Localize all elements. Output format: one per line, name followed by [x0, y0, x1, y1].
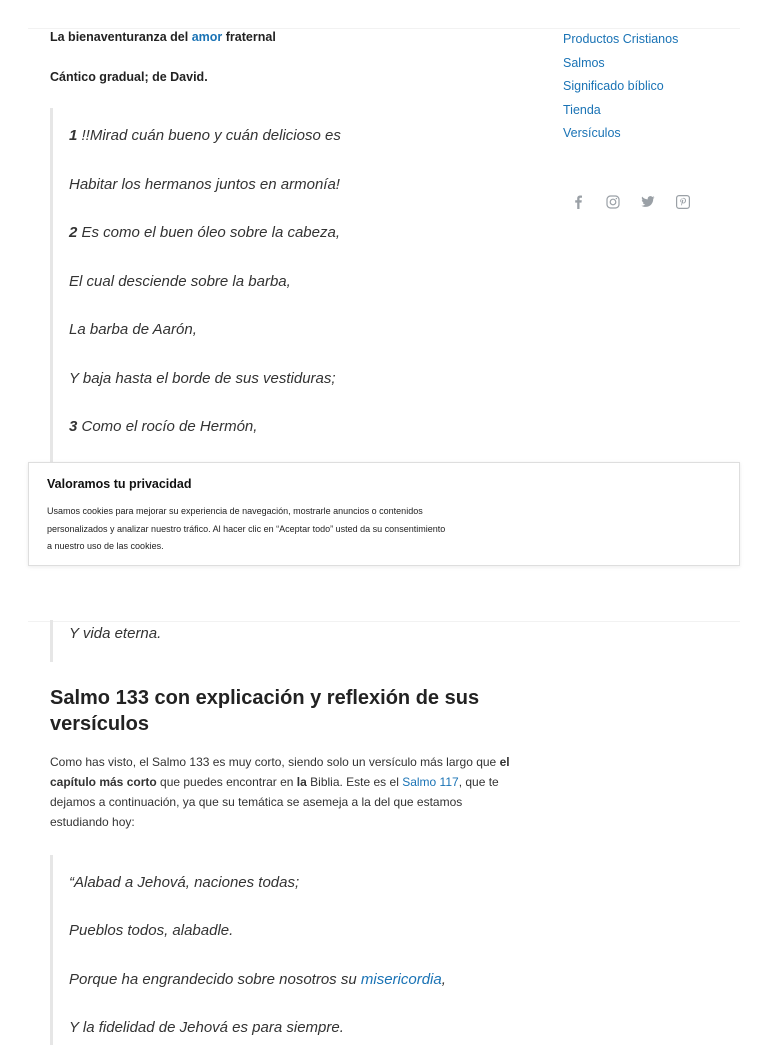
- verse-line: Porque ha engrandecido sobre nosotros su misericordia,: [69, 971, 446, 988]
- verse-line: Y la fidelidad de Jehová es para siempre.: [69, 1019, 344, 1036]
- verse-line: 1 !!Mirad cuán bueno y cuán delicioso es: [69, 127, 341, 144]
- verse-line: 3 Como el rocío de Hermón,: [69, 418, 258, 435]
- instagram-icon[interactable]: [605, 194, 621, 210]
- amor-link[interactable]: amor: [191, 30, 223, 44]
- psalm-heading: La bienaventuranza del amor fraternal: [50, 30, 276, 44]
- sidebar-categories: [563, 28, 678, 146]
- cookie-banner-title: Valoramos tu privacidad: [47, 477, 192, 491]
- misericordia-link[interactable]: misericordia: [360, 971, 442, 988]
- verse-line: 2 Es como el buen óleo sobre la cabeza,: [69, 224, 341, 241]
- verse-line: Y baja hasta el borde de sus vestiduras;: [69, 370, 336, 387]
- pinterest-icon[interactable]: [675, 194, 691, 210]
- salmo-117-link[interactable]: Salmo 117: [402, 775, 459, 789]
- intro-paragraph: Como has visto, el Salmo 133 es muy corto, siendo solo un versículo más largo que el capítulo más corto que puedes encontrar en la Biblia. Este es el Salmo 117, que te dejamos a continuación, ya que su temática se asemeja a la del que estamos estudiando hoy:: [50, 755, 510, 829]
- psalm-verses-quote: [50, 108, 539, 468]
- verse-line: La barba de Aarón,: [69, 321, 197, 338]
- facebook-icon[interactable]: [570, 194, 586, 210]
- verse-line: Y vida eterna.: [69, 625, 162, 642]
- cookie-consent-banner: [28, 462, 740, 566]
- sidebar-link-versiculos[interactable]: Versículos: [563, 126, 621, 140]
- section-title: Salmo 133 con explicación y reflexión de sus versículos: [50, 687, 480, 735]
- verse-line: “Alabad a Jehová, naciones todas;: [69, 874, 300, 891]
- twitter-icon[interactable]: [640, 194, 656, 210]
- sidebar-link-significado-biblico[interactable]: Significado bíblico: [563, 79, 664, 93]
- sidebar-link-salmos[interactable]: Salmos: [563, 55, 605, 70]
- psalm-verses-quote-end: [50, 620, 539, 662]
- sidebar-link-productos-cristianos[interactable]: Productos Cristianos: [563, 32, 679, 46]
- verse-line: El cual desciende sobre la barba,: [69, 273, 291, 290]
- verse-line: Pueblos todos, alabadle.: [69, 922, 234, 939]
- psalm-subheading: Cántico gradual; de David.: [50, 70, 208, 84]
- sidebar-link-tienda[interactable]: Tienda: [563, 102, 601, 117]
- psalm-117-quote: [50, 855, 539, 1045]
- cookie-banner-text: Usamos cookies para mejorar su experiencia de navegación, mostrarle anuncios o contenidos personalizados y analizar nuestro tráfico. Al hacer clic en “Aceptar todo” usted da su consentimiento a nuestro uso de las cookies.: [47, 506, 446, 551]
- verse-line: Habitar los hermanos juntos en armonía!: [69, 176, 340, 193]
- social-icons: [570, 194, 691, 210]
